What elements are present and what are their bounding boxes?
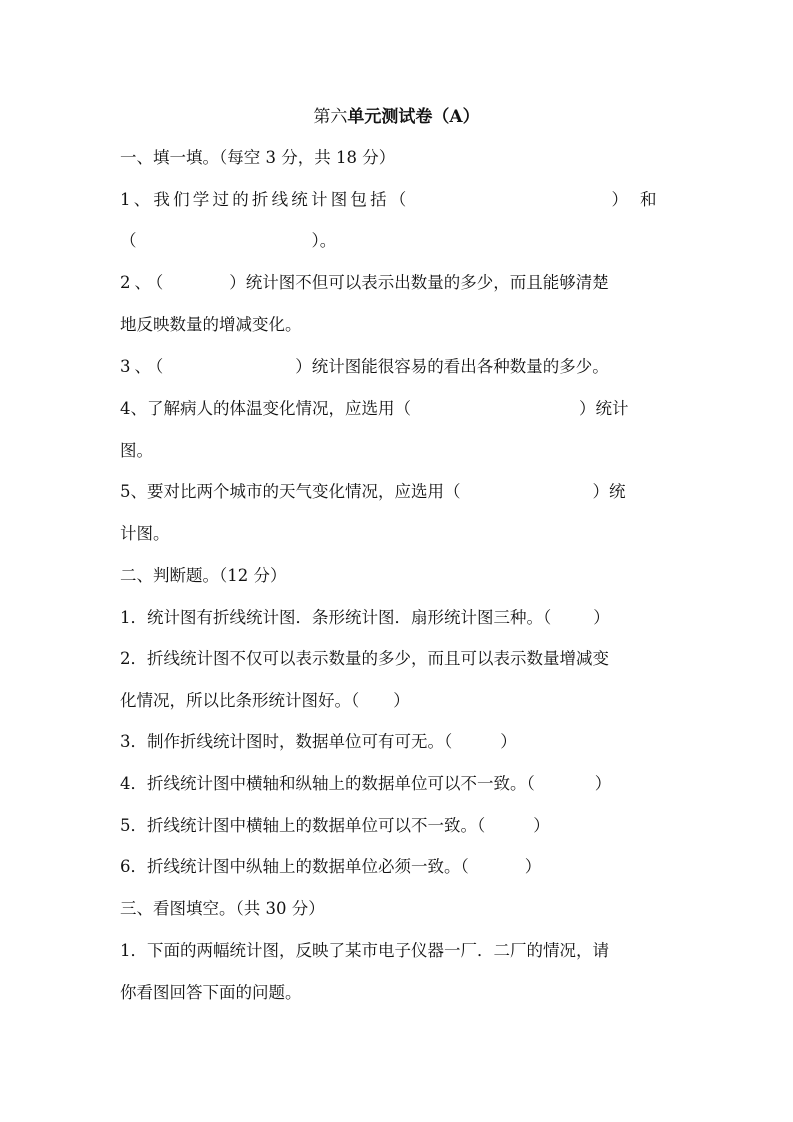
s2-item-6-text: 6．折线统计图中纵轴上的数据单位必须一致。（ — [120, 857, 469, 876]
s1-q1-open2: （ — [120, 231, 137, 250]
s2-item-4 — [120, 772, 673, 796]
page-title — [0, 104, 793, 130]
s2-item-3-close: ） — [500, 732, 517, 751]
s1-q2-line1 — [120, 271, 673, 295]
s2-item-2-line2 — [120, 689, 673, 713]
s2-item-5 — [120, 814, 673, 838]
s2-item-4-text: 4．折线统计图中横轴和纵轴上的数据单位可以不一致。（ — [120, 774, 535, 793]
title-bold: 单元测试卷（A） — [347, 107, 480, 127]
section1-heading: 一、填一填。（每空 3 分，共 18 分） — [120, 148, 396, 167]
s2-item-1 — [120, 606, 673, 630]
s2-item-1-close: ） — [593, 608, 610, 627]
s2-item-4-close: ） — [594, 774, 612, 793]
s1-q3-rest: ）统计图能很容易的看出各种数量的多少。 — [295, 357, 609, 376]
s2-item-5-text: 5．折线统计图中横轴上的数据单位可以不一致。（ — [120, 816, 486, 835]
s1-q5-line2: 计图。 — [120, 524, 170, 543]
s3-q1-line2: 你看图回答下面的问题。 — [120, 983, 302, 1002]
s1-q1-text: 1、我们学过的折线统计图包括（ — [120, 190, 410, 209]
s1-q1-line2 — [120, 229, 673, 253]
s2-item-5-close: ） — [533, 816, 550, 835]
s2-item-1-text: 1．统计图有折线统计图．条形统计图．扇形统计图三种。（ — [120, 608, 552, 627]
s1-q2-open: 2、（ — [120, 273, 168, 292]
s1-q1-close: ）和 — [611, 190, 669, 209]
s1-q4-line2: 图。 — [120, 441, 153, 460]
s1-q5-text: 5、要对比两个城市的天气变化情况，应选用（ — [120, 482, 461, 501]
s1-q3-open: 3、（ — [120, 357, 168, 376]
s1-q5-close: ）统 — [592, 482, 626, 501]
s1-q5-line1 — [120, 480, 673, 504]
s3-q1-line1: 1．下面的两幅统计图，反映了某市电子仪器一厂．二厂的情况，请 — [120, 941, 609, 960]
s2-item-6-close: ） — [524, 857, 542, 876]
s1-q2-rest: ）统计图不但可以表示出数量的多少，而且能够清楚 — [229, 273, 609, 292]
s2-item-2-close: ） — [393, 691, 410, 710]
s2-item-2-line1: 2．折线统计图不仅可以表示数量的多少，而且可以表示数量增减变 — [120, 649, 609, 668]
s2-item-6 — [120, 855, 673, 879]
title-plain: 第六 — [313, 107, 348, 127]
s1-q2-line2: 地反映数量的增减变化。 — [120, 315, 302, 334]
s1-q3-line — [120, 355, 673, 379]
s1-q1-line1 — [120, 188, 673, 212]
s2-item-2-text: 化情况，所以比条形统计图好。（ — [120, 691, 360, 710]
s1-q4-text: 4、了解病人的体温变化情况，应选用（ — [120, 399, 411, 418]
s1-q4-close: ）统计 — [579, 399, 629, 418]
s1-q4-line1 — [120, 397, 673, 421]
s1-q1-close2: ）。 — [311, 231, 337, 250]
section2-heading: 二、判断题。（12 分） — [120, 566, 287, 585]
s2-item-3-text: 3．制作折线统计图时，数据单位可有可无。（ — [120, 732, 453, 751]
section3-heading: 三、看图填空。（共 30 分） — [120, 899, 325, 918]
s2-item-3 — [120, 730, 673, 754]
